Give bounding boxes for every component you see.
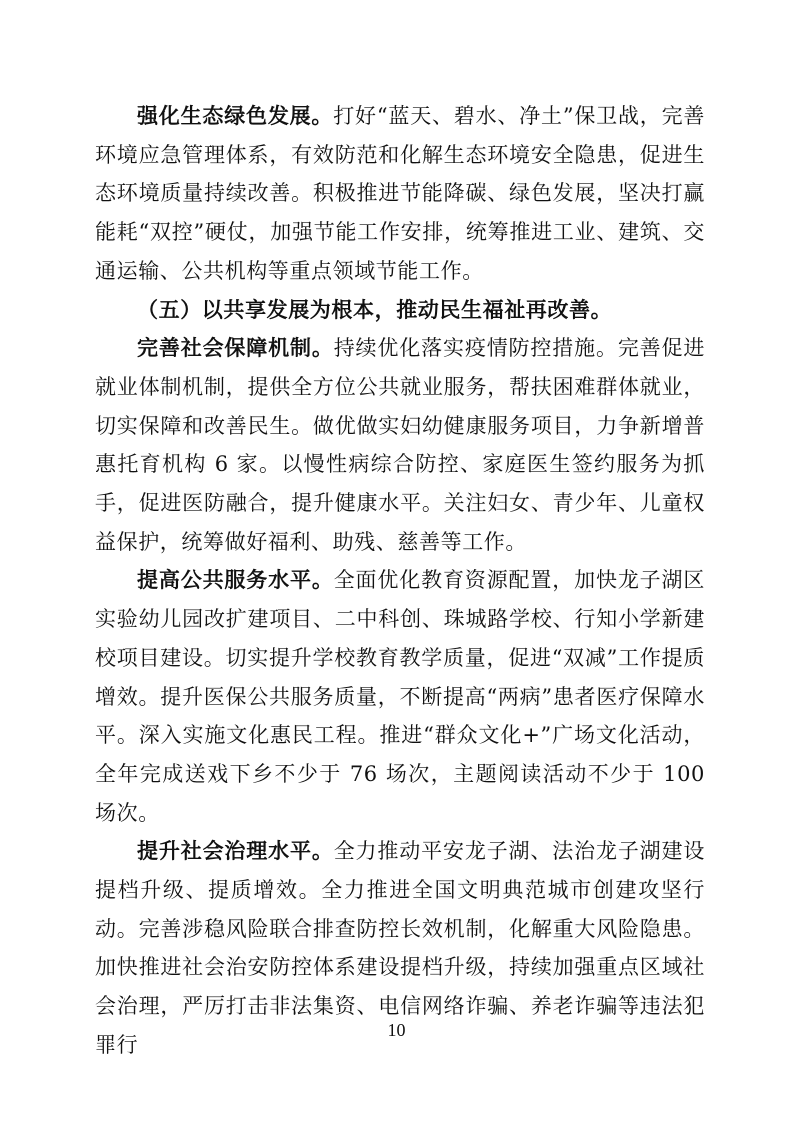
paragraph-text: 全力推动平安龙子湖、法治龙子湖建设提档升级、提质增效。全力推进全国文明典范城市创建攻坚行动。完善涉稳风险联合排查防控长效机制，化解重大风险隐患。加快推进社会治安防控体系建设提档升级，持续加强重点区域社会治理，严厉打击非法集资、电信网络诈骗、养老诈骗等违法犯罪行 [95, 839, 705, 1057]
paragraph-lead: 提高公共服务水平。 [137, 567, 334, 593]
section-heading: （五）以共享发展为根本，推动民生福祉再改善。 [137, 296, 613, 322]
paragraph-public-service [95, 561, 705, 832]
paragraph-social-security [95, 329, 705, 561]
paragraph-lead: 提升社会治理水平。 [137, 838, 334, 864]
paragraph-text: 打好“蓝天、碧水、净土”保卫战，完善环境应急管理体系，有效防范和化解生态环境安全隐患，促进生态环境质量持续改善。积极推进节能降碳、绿色发展，坚决打赢能耗“双控”硬仗，加强节能工作安排，统筹推进工业、建筑、交通运输、公共机构等重点领域节能工作。 [95, 104, 705, 283]
paragraph-text: 持续优化落实疫情防控措施。完善促进就业体制机制，提供全方位公共就业服务，帮扶困难群体就业，切实保障和改善民生。做优做实妇幼健康服务项目，力争新增普惠托育机构 6 家。以慢性病综合防控、家庭医生签约服务为抓手，促进医防融合，提升健康水平。关注妇女、青少年、儿童权益保护，统筹做好福利、助残、慈善等工作。 [95, 336, 705, 554]
paragraph-lead: 完善社会保障机制。 [137, 335, 334, 361]
page-number: 10 [387, 1020, 406, 1040]
paragraph-text: 全面优化教育资源配置，加快龙子湖区实验幼儿园改扩建项目、二中科创、珠城路学校、行知小学新建校项目建设。切实提升学校教育教学质量，促进“双减”工作提质增效。提升医保公共服务质量，不断提高“两病”患者医疗保障水平。深入实施文化惠民工程。推进“群众文化+”广场文化活动，全年完成送戏下乡不少于 76 场次，主题阅读活动不少于 100 场次。 [95, 568, 705, 825]
paragraph-eco [95, 97, 705, 291]
paragraph-lead: 强化生态绿色发展。 [137, 103, 334, 128]
document-body [95, 97, 705, 1065]
